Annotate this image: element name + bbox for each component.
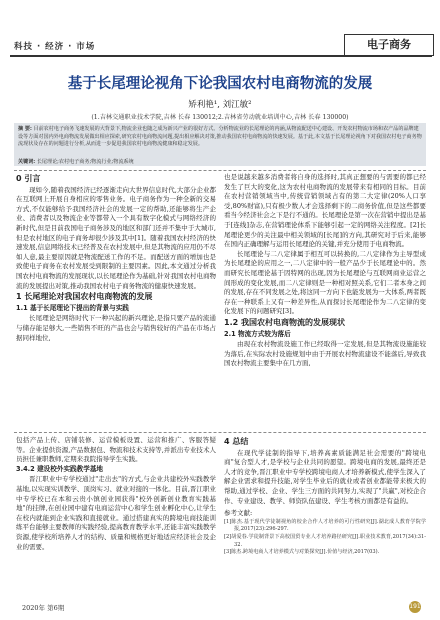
abstract-body: 目前农村电子商务飞速发展的大背景下,物流企业也随之成为新兴产业的很好方式。分析物流业的长尾理论的内涵,从物流配送中心建设、开发农村物流市场和农产品的品牌建设等方面对国内外电商物流发展做出相应探索,研究农村电商物流问题,提出相应解决对策,推动我国农村电商物流的快速发展。基于此,本文基于长尾理论视角下对我国农村电子商务物流现状及存在的问题进行分析,从而进一步促进我国农村电商物流健康和稳定发展。	[18, 126, 422, 148]
page-number: 191	[409, 601, 421, 613]
journal-section-header: 科技 · 经济 · 市场	[14, 42, 96, 52]
article-affiliations: (1.吉林交通职业技术学院,吉林 长春 130012;2.吉林省劳动就业培训中心,吉林 长春 130000)	[91, 114, 349, 121]
reference-item: [3]陈杰.跨境电商人才培养模式与对策探究[J].价值与经济,2017(03).	[224, 549, 380, 556]
paragraph: 也是说越来越多消费者将自身的选择时,其真正想要的与需要的都已经发生了巨大的变化,这为农村电商物流的发展带来有相同的目标。目前在农村营销领域当中,传统营销领域占有的第二大定律(20%人口享受,80%财富),只有极少数人才会选择剩下的二商务价值,但是这些都要看当今经济社会之下是行不通的。长尾理论是第一次在营销中提出是基于[连线]杂志,在营销理论体系下能够引起一定的网络关注程度。[2]长尾理论更少的关注最中相关领域的[长尾]的方向,其研究对于后来,能够在国内正确理解与运用长尾理论的关键,并充分使用于电商物流。	[224, 173, 426, 249]
abstract-label: 摘 要:	[18, 126, 32, 132]
paragraph: 长尾理论与二八定律属于相互可以转换的,二八定律作为主导型成为长尾理论的应用之一,二八定律中的一般产品少于长尾理论中的。然而研究长尾理论基于因特网的出现,因为长尾理论与互联网商业运营之间形成的变化发展,而二八定律则是一种相对照关系,它们二者本身之间的发展,存在不同发展之处,将这同一方向下也能发展为一大体系,两者既存在一种联系上又有一种差异性,从而探讨长尾理论作为二八定律的变化发展下的问题研究[3]。	[224, 249, 426, 316]
left-column	[16, 173, 216, 429]
paragraph: 长尾理论是网络时代下一种兴起的新兴理论,是指只要产品的流通与储存能足够大,一些销售不旺的产品也会与销售较好的产品在市场占据同样地位,	[16, 314, 216, 342]
section-1-heading: 1 长尾理论对我国农村电商物流的发展	[16, 292, 153, 302]
article-title: 基于长尾理论视角下论我国农村电商物流的发展	[67, 76, 373, 92]
section-3-4-2-heading: 3.4.2 建设校外实践教学基地	[16, 464, 104, 473]
section-4-heading: 4 总结	[224, 437, 249, 446]
section-2-heading: 1.2 我国农村电商物流的发展现状	[224, 317, 345, 327]
section-1-1-heading: 1.1 基于长尾理论下提出的背景与实践	[16, 303, 129, 312]
paragraph: 包括产品上传、店铺装修、运营模板设置、运营和推广、客服答疑等。企业提供资源,产品数据包、物流和技术支持等,并派出专业技术人员担任兼职教师,定期来我院指导学生实践。	[16, 436, 216, 464]
reference-item: [2]胡爱春.学徒制背景下高校国贸专业人才培养路径研究[J].职业技术教育,2017(34):31-32.	[224, 533, 426, 548]
issue-footer: 2020年 第6期	[22, 604, 65, 612]
paragraph: 晋江职业中专学校通过"走出去"的方式,与企业共建校外实践教学基地,以实现实训教学、顶岗实习、就业对接的一体化。目前,晋江职业中专学校已在本和云贵小镇创业园获得"校外创新创业教育实践基地"的挂牌,在创业园中建有电商运营中心和学生创业孵化中心,让学生在校内就能到企业实践和直接就业。通过搭建真实的跨境电商技能训练平台能够主要教师的实践经验,提高教育教学水平,还能丰富实践教学资源,使学校所培养人才的结构、质量和规格更好地适应经济社会及企业的需要。	[16, 475, 216, 551]
right-column-bottom	[224, 436, 426, 596]
page-divider	[14, 432, 426, 433]
left-column-bottom	[16, 436, 216, 596]
section-0-heading: 0 引言	[16, 174, 41, 183]
keywords	[18, 158, 422, 165]
references-heading: 参考文献:	[224, 509, 253, 518]
reference-item: [1]陈杰.基于现代学徒制视角的校企合作人才培养的可行性研究[J].湖北成人教育学院学报,2017(23):296-297.	[224, 518, 426, 533]
keywords-body: 长尾理论;农村电子商务;物流行业;物流系统	[36, 159, 134, 165]
abstract	[18, 126, 422, 149]
article-authors: 矫利艳¹, 刘江敏²	[188, 100, 252, 110]
abstract-divider	[14, 170, 426, 171]
section-2-1-heading: 2.1 物流方式较为落后	[224, 329, 291, 338]
paragraph: 在现代学徒制的指导下,培养高素质能满足社会需要的"跨境电商"复合型人才,是学校与企业共同的愿望。跨境电商的发展,最终还是人才的竞争,晋江职业中专学校跨境电商人才培养新模式,使学生深入了解企业需求和提升技能,对学生毕业后的就业或者创业都能带来极大的帮助,通过学校、企业、学生三方面的共同努力,实现了"共赢",对校企合作、专业建设、教学、师资队伍建设、学生考核方面都是有益的。	[224, 448, 426, 505]
header-rule	[10, 55, 432, 57]
paragraph: 由现在农村物流设施工作已经取得一定发展,但是其物流设施能较为落后,在实际农村设施规划中由于开展农村物流建设不能落后,导致我国农村物流主要集中在几方面,	[224, 340, 426, 368]
category-box: 电子商务	[344, 34, 434, 56]
right-column	[224, 173, 426, 429]
keywords-label: 关键词:	[18, 159, 36, 165]
paragraph: 现如今,随着我国经济已经逐渐走向大世界信息时代,大部分企业都在互联网上开展自身相应的零售业务。电子商务作为一种全新的交易方式,不仅能够给予我国经济社会的发展一定的帮助,还能够将生产企业、消费者以及物流企业等都带入一个具有数字化模式与网络经济的新时代,但是目前我国电子商务涉及的地区和部门还并不集中于大城市,但是农村地区的电子商务却很少涉及其中[1]。随着我国农村经济的快速发展,信息网络技术已经普及在农村发展中,但是其物流的应用仍不尽如人意,最主要原因就是物流配送工作的不足。而配送方面的增加也是致使电子商务在农村发展受到限制的主要因素。因此,本文通过分析我国农村电商物流的发展现状,以长尾理论作为基础,针对我国农村电商物流的发展提出对策,推动我国农村电子商务物流的健康快速发展。	[16, 185, 216, 290]
